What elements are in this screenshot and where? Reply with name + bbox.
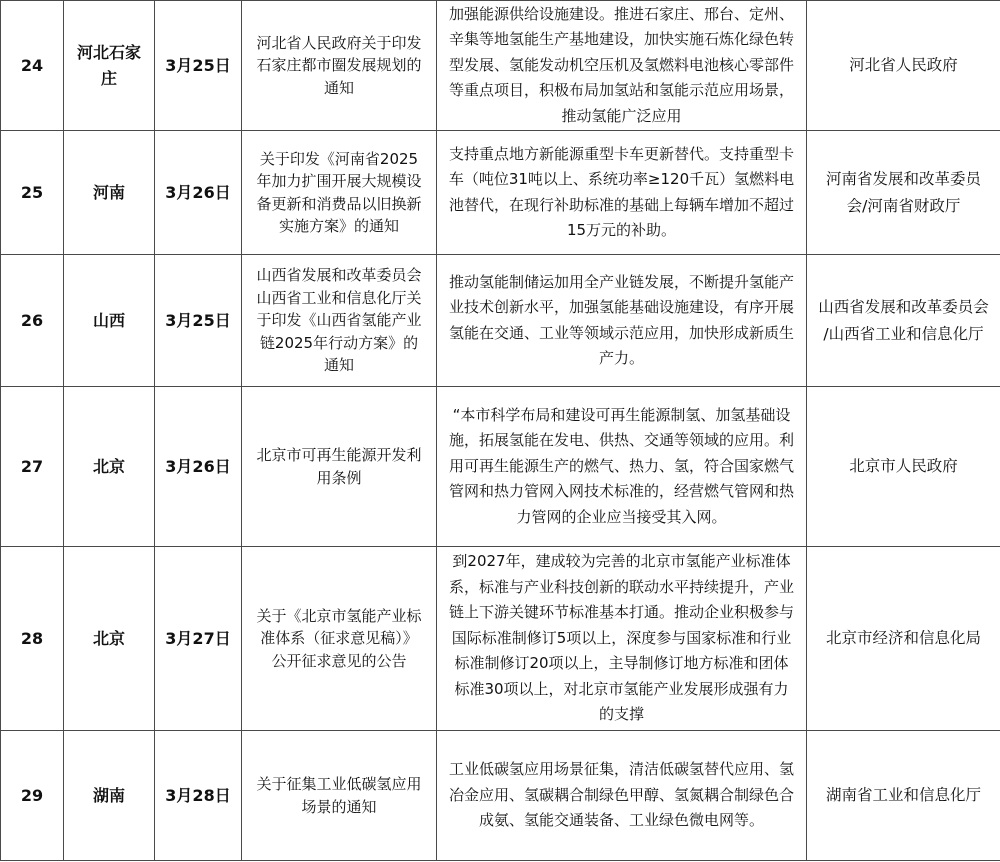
region-cell: 北京 — [64, 387, 155, 547]
date-cell: 3月26日 — [155, 387, 242, 547]
row-number: 28 — [1, 547, 64, 731]
content-cell: 推动氢能制储运加用全产业链发展，不断提升氢能产业技术创新水平，加强氢能基础设施建设，有序开展氢能在交通、工业等领域示范应用，加快形成新质生产力。 — [437, 255, 807, 387]
region-cell: 山西 — [64, 255, 155, 387]
table-row — [1, 255, 1000, 387]
table-row — [1, 387, 1000, 547]
date-cell: 3月26日 — [155, 131, 242, 255]
issuer-cell: 河北省人民政府 — [807, 1, 1000, 131]
document-title-cell: 山西省发展和改革委员会 山西省工业和信息化厅关于印发《山西省氢能产业链2025年行动方案》的通知 — [242, 255, 437, 387]
content-cell: 到2027年，建成较为完善的北京市氢能产业标准体系，标准与产业科技创新的联动水平持续提升，产业链上下游关键环节标准基本打通。推动企业积极参与国际标准制修订5项以上，深度参与国家标准和行业标准制修订20项以上，主导制修订地方标准和团体标准30项以上，对北京市氢能产业发展形成强有力的支撑 — [437, 547, 807, 731]
content-cell: 支持重点地方新能源重型卡车更新替代。支持重型卡车（吨位31吨以上、系统功率≥120千瓦）氢燃料电池替代，在现行补助标准的基础上每辆车增加不超过15万元的补助。 — [437, 131, 807, 255]
document-title-cell: 关于征集工业低碳氢应用场景的通知 — [242, 731, 437, 861]
date-cell: 3月25日 — [155, 255, 242, 387]
table-row — [1, 731, 1000, 861]
region-cell: 河北石家庄 — [64, 1, 155, 131]
region-cell: 河南 — [64, 131, 155, 255]
row-number: 27 — [1, 387, 64, 547]
date-cell: 3月28日 — [155, 731, 242, 861]
content-cell: 工业低碳氢应用场景征集，清洁低碳氢替代应用、氢冶金应用、氢碳耦合制绿色甲醇、氢氮耦合制绿色合成氨、氢能交通装备、工业绿色微电网等。 — [437, 731, 807, 861]
issuer-cell: 河南省发展和改革委员会/河南省财政厅 — [807, 131, 1000, 255]
row-number: 24 — [1, 1, 64, 131]
issuer-cell: 湖南省工业和信息化厅 — [807, 731, 1000, 861]
region-cell: 湖南 — [64, 731, 155, 861]
document-title-cell: 北京市可再生能源开发利用条例 — [242, 387, 437, 547]
table-row — [1, 547, 1000, 731]
date-cell: 3月27日 — [155, 547, 242, 731]
table-row — [1, 131, 1000, 255]
issuer-cell: 山西省发展和改革委员会 /山西省工业和信息化厅 — [807, 255, 1000, 387]
document-title-cell: 关于印发《河南省2025年加力扩围开展大规模设备更新和消费品以旧换新实施方案》的通知 — [242, 131, 437, 255]
document-title-cell: 关于《北京市氢能产业标准体系（征求意见稿）》公开征求意见的公告 — [242, 547, 437, 731]
row-number: 29 — [1, 731, 64, 861]
row-number: 26 — [1, 255, 64, 387]
issuer-cell: 北京市人民政府 — [807, 387, 1000, 547]
row-number: 25 — [1, 131, 64, 255]
region-cell: 北京 — [64, 547, 155, 731]
content-cell: “本市科学布局和建设可再生能源制氢、加氢基础设施，拓展氢能在发电、供热、交通等领域的应用。利用可再生能源生产的燃气、热力、氢，符合国家燃气管网和热力管网入网技术标准的，经营燃气管网和热力管网的企业应当接受其入网。 — [437, 387, 807, 547]
document-title-cell: 河北省人民政府关于印发石家庄都市圈发展规划的通知 — [242, 1, 437, 131]
content-cell: 加强能源供给设施建设。推进石家庄、邢台、定州、辛集等地氢能生产基地建设，加快实施石炼化绿色转型发展、氢能发动机空压机及氢燃料电池核心零部件等重点项目，积极布局加氢站和氢能示范应用场景，推动氢能广泛应用 — [437, 1, 807, 131]
table-row — [1, 1, 1000, 131]
issuer-cell: 北京市经济和信息化局 — [807, 547, 1000, 731]
date-cell: 3月25日 — [155, 1, 242, 131]
